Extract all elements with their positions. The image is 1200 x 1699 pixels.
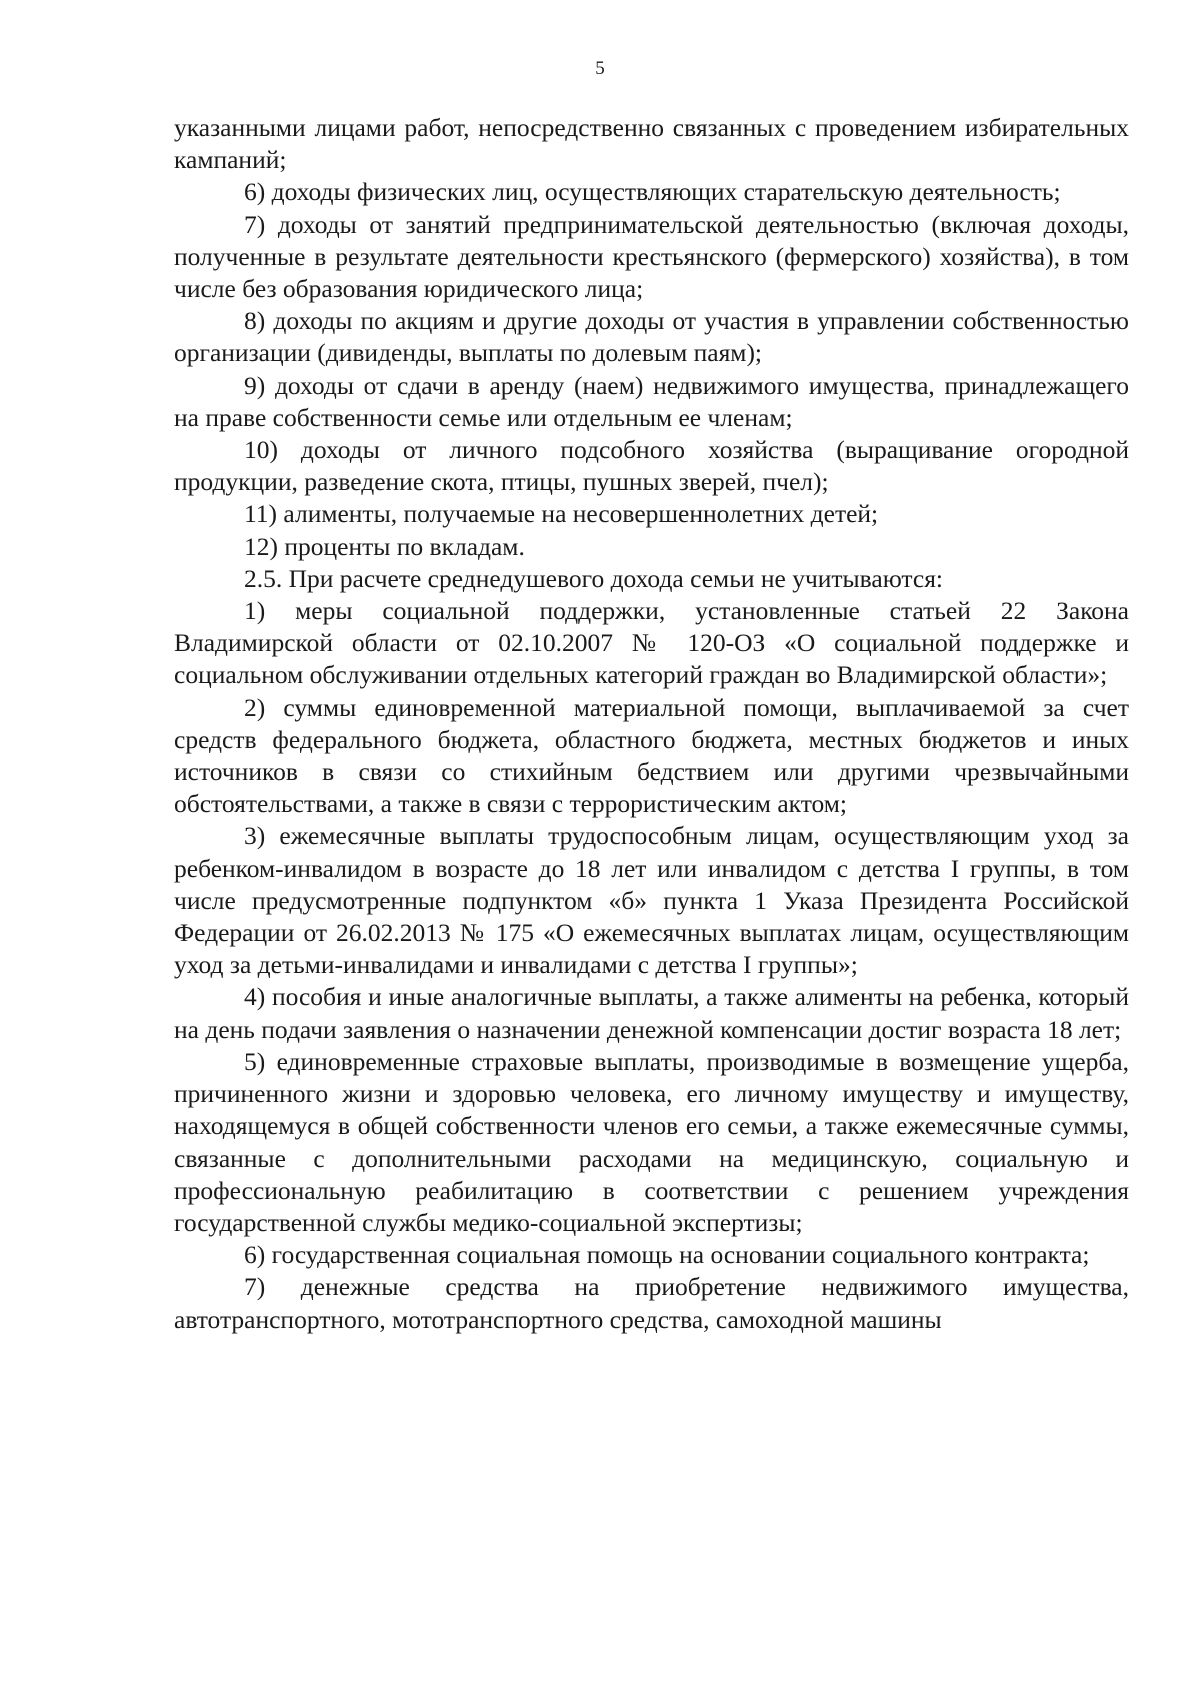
paragraph: 9) доходы от сдачи в аренду (наем) недвижимого имущества, принадлежащего на праве собственности семье или отдельным ее членам; [174, 370, 1129, 432]
paragraph: 4) пособия и иные аналогичные выплаты, а также алименты на ребенка, который на день подачи заявления о назначении денежной компенсации достиг возраста 18 лет; [174, 982, 1129, 1044]
paragraph: указанными лицами работ, непосредственно связанных с проведением избирательных кампаний; [174, 113, 1129, 175]
paragraph: 7) доходы от занятий предпринимательской деятельностью (включая доходы, полученные в результате деятельности крестьянского (фермерского) хозяйства), в том числе без образования юридического лица; [174, 209, 1129, 304]
page-number: 5 [595, 58, 605, 79]
section-heading: 2.5. При расчете среднедушевого дохода семьи не учитываются: [244, 563, 944, 593]
paragraph: 6) государственная социальная помощь на основании социального контракта; [244, 1240, 1090, 1270]
paragraph: 10) доходы от личного подсобного хозяйства (выращивание огородной продукции, разведение скота, птицы, пушных зверей, пчел); [174, 435, 1129, 497]
paragraph: 5) единовременные страховые выплаты, производимые в возмещение ущерба, причиненного жизни и здоровью человека, его личному имуществу и имуществу, находящемуся в общей собственности членов его семьи, а также ежемесячные суммы, связанные с дополнительными расходами на медицинскую, социальную и профессиональную реабилитацию в соответствии с решением учреждения государственной службы медико-социальной экспертизы; [174, 1046, 1129, 1237]
paragraph: 7) денежные средства на приобретение недвижимого имущества, автотранспортного, мототранспортного средства, самоходной машины [174, 1272, 1129, 1334]
paragraph: 1) меры социальной поддержки, установленные статьей 22 Закона Владимирской области от 02.10.2007 № 120-ОЗ «О социальной поддержке и социальном обслуживании отдельных категорий граждан во Владимирской области»; [174, 596, 1129, 690]
paragraph: 2) суммы единовременной материальной помощи, выплачиваемой за счет средств федерального бюджета, областного бюджета, местных бюджетов и иных источников в связи со стихийным бедствием или другими чрезвычайными обстоятельствами, а также в связи с террористическим актом; [174, 692, 1129, 819]
paragraph: 12) проценты по вкладам. [244, 531, 525, 561]
paragraph: 11) алименты, получаемые на несовершеннолетних детей; [244, 499, 879, 529]
document-body [174, 112, 1129, 1336]
paragraph: 6) доходы физических лиц, осуществляющих старательскую деятельность; [244, 177, 1061, 207]
paragraph: 8) доходы по акциям и другие доходы от участия в управлении собственностью организации (дивиденды, выплаты по долевым паям); [174, 306, 1129, 368]
paragraph: 3) ежемесячные выплаты трудоспособным лицам, осуществляющим уход за ребенком-инвалидом в возрасте до 18 лет или инвалидом с детства I группы, в том числе предусмотренные подпунктом «б» пункта 1 Указа Президента Российской Федерации от 26.02.2013 № 175 «О ежемесячных выплатах лицам, осуществляющим уход за детьми-инвалидами и инвалидами с детства I группы»; [174, 821, 1129, 980]
